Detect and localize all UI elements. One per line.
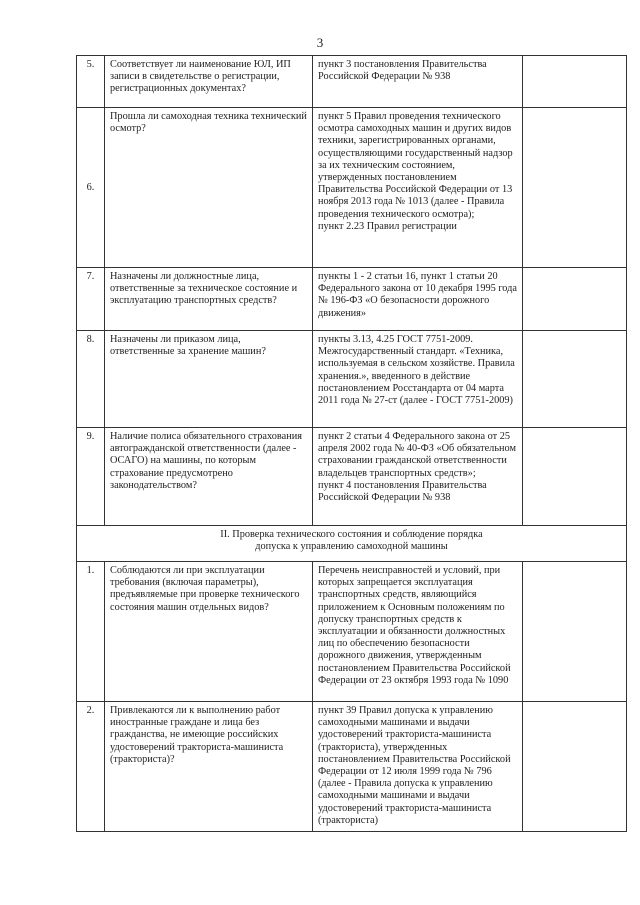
question-text: Прошла ли самоходная техника технический осмотр? (110, 111, 307, 135)
section-heading (77, 526, 627, 562)
section-heading-line: II. Проверка технического состояния и соблюдение порядка (220, 529, 483, 540)
empty-cell (523, 562, 627, 702)
reference-cell (313, 331, 523, 428)
question-cell (105, 562, 313, 702)
question-text: Соответствует ли наименование ЮЛ, ИП записи в свидетельстве о регистрации, регистрационных документах? (110, 59, 291, 95)
reference-text: пункты 3.13, 4.25 ГОСТ 7751-2009. Межгосударственный стандарт. «Техника, используемая в сельском хозяйстве. Правила хранения.», введенного в действие постановлением Росстандарта от 04 марта 2011 года № 27-ст (далее - ГОСТ 7751-2009) (318, 334, 515, 407)
table-row (77, 268, 627, 331)
question-text: Назначены ли приказом лица, ответственные за хранение машин? (110, 334, 266, 358)
reference-text: пункт 2 статьи 4 Федерального закона от 25 апреля 2002 года № 40-ФЗ «Об обязательном страховании гражданской ответственности владельцев транспортных средств»; (318, 431, 516, 479)
section-heading-line: допуска к управлению самоходной машины (255, 541, 448, 553)
empty-cell (523, 108, 627, 268)
question-cell (105, 331, 313, 428)
empty-cell (523, 268, 627, 331)
question-cell (105, 268, 313, 331)
reference-text: пункт 4 постановления Правительства Российской Федерации № 938 (318, 479, 487, 504)
reference-cell (313, 108, 523, 268)
question-text: Соблюдаются ли при эксплуатации требования (включая параметры), предъявляемые при проверке технического состояния машин отдельных видов? (110, 565, 300, 613)
reference-text: пункт 39 Правил допуска к управлению самоходными машинами и выдачи удостоверений тракториста-машиниста (тракториста), утвержденных постановлением Правительства Российской Федерации от 12 июля 1999 года № 796 (далее - Правила допуска к управлению самоходными машинами и выдачи удостоверений тракториста-машиниста (тракториста) (318, 705, 511, 826)
question-text: Назначены ли должностные лица, ответственные за техническое состояние и эксплуатацию транспортных средств? (110, 271, 298, 307)
table-row (77, 56, 627, 108)
reference-cell (313, 428, 523, 526)
table-row (77, 562, 627, 702)
row-number: 9. (77, 428, 105, 526)
table-row (77, 108, 627, 268)
row-number: 5. (77, 56, 105, 108)
empty-cell (523, 331, 627, 428)
question-cell (105, 108, 313, 268)
reference-text: Перечень неисправностей и условий, при которых запрещается эксплуатация транспортных средств, являющийся приложением к Основным положениям по допуску транспортных средств к эксплуатации и обязанности должностных лиц по обеспечению безопасности дорожного движения, утвержденным постановлением Правительства Российской Федерации от 23 октября 1993 года № 1090 (318, 565, 511, 686)
reference-text: пункт 2.23 Правил регистрации (318, 220, 457, 232)
checklist-table (76, 55, 627, 832)
row-number: 2. (77, 702, 105, 832)
row-number: 8. (77, 331, 105, 428)
question-text: Привлекаются ли к выполнению работ иностранные граждане и лица без гражданства, не имеющие российских удостоверений тракториста-машиниста (тракториста)? (110, 705, 284, 765)
question-cell (105, 56, 313, 108)
empty-cell (523, 56, 627, 108)
reference-text: пункт 3 постановления Правительства Российской Федерации № 938 (318, 59, 487, 83)
empty-cell (523, 702, 627, 832)
question-cell (105, 702, 313, 832)
reference-cell (313, 268, 523, 331)
table-row (77, 428, 627, 526)
reference-cell (313, 702, 523, 832)
reference-text: пункт 5 Правил проведения технического осмотра самоходных машин и других видов техники, зарегистрированных органами, осуществляющими государственный надзор за их техническим состоянием, утвержденных постановлением Правительства Российской Федерации от 13 ноября 2013 года № 1013 (далее - Правила проведения технического осмотра); (318, 111, 513, 220)
row-number: 7. (77, 268, 105, 331)
reference-text: пункты 1 - 2 статьи 16, пункт 1 статьи 20 Федерального закона от 10 декабря 1995 года № 196-ФЗ «О безопасности дорожного движения» (318, 271, 517, 319)
reference-cell (313, 56, 523, 108)
question-cell (105, 428, 313, 526)
row-number: 6. (77, 108, 105, 268)
table-row (77, 702, 627, 832)
table-row (77, 331, 627, 428)
empty-cell (523, 428, 627, 526)
row-number: 1. (77, 562, 105, 702)
section-heading-row (77, 526, 627, 562)
reference-cell (313, 562, 523, 702)
question-text: Наличие полиса обязательного страхования автогражданской ответственности (далее - ОСАГО) на машины, по которым страхование предусмотрено законодательством? (110, 431, 302, 491)
page-number: 3 (316, 35, 324, 50)
